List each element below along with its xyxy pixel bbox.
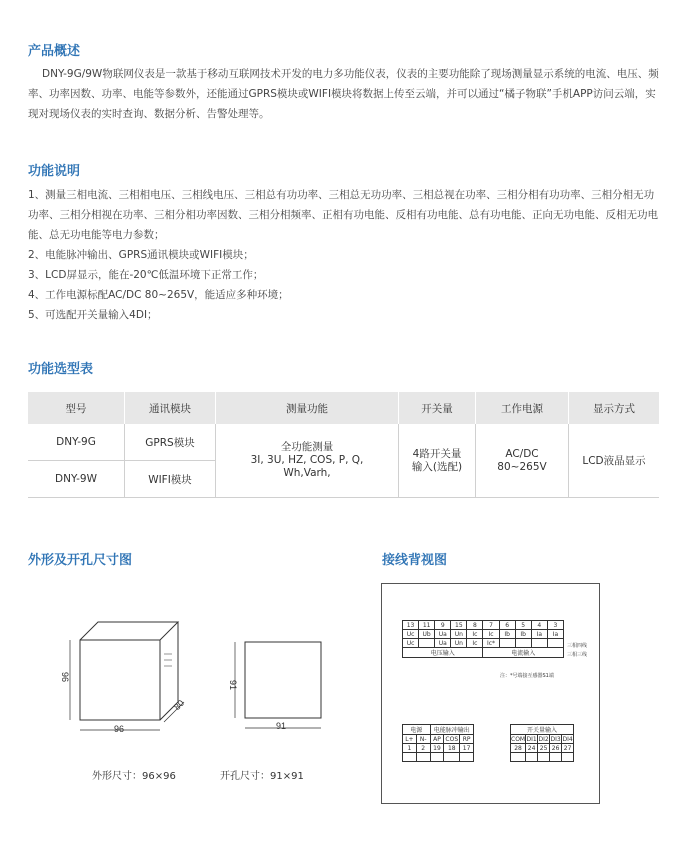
function-item-4: 4、工作电源标配AC/DC 80~265V，能适应多种环境； (28, 289, 289, 301)
ct-note: 注：*号端接互感器S1端 (500, 673, 554, 679)
terminal-signal (499, 639, 515, 648)
terminal-number: 9 (435, 621, 451, 630)
terminal-block-switch (510, 724, 574, 762)
function-item-1: 1、测量三相电流、三相相电压、三相线电压、三相总有功功率、三相总无功功率、三相总视在功率、三相分相有功功率、三相分相无功功率、三相分相视在功率、三相分相功率因数、三相分相频率、正相有功电能、反相有功电能、总有功电能、正向无功电能、反相无功电能、总无功电能等电力参数； (28, 189, 658, 241)
cutout-square (245, 642, 321, 718)
terminal-signal: L+ (403, 735, 417, 744)
power-label: 电源 (403, 725, 431, 735)
terminal-number: 19 (430, 744, 444, 753)
power-line-2: 80~265V (497, 460, 547, 473)
terminal-signal: Uc (403, 630, 419, 639)
terminal-signal: Ic (467, 639, 483, 648)
terminal-signal: DI4 (562, 735, 573, 743)
overview-paragraph: DNY-9G/9W物联网仪表是一款基于移动互联网技术开发的电力多功能仪表，仪表的主要功能除了现场测量显示系统的电流、电压、频率、功率因数、功率、电能等参数外，还能通过GPRS模块或WIFI模块将数据上传至云端，并可以通过“橘子物联”手机APP访问云端，实现对现场仪表的实时查询、数据分析、告警处理等。 (28, 68, 659, 120)
terminal-signal: Ic (467, 630, 483, 639)
side-note-4wire: 三相四线 (567, 643, 588, 649)
functions-list (28, 185, 662, 325)
depth-top (80, 622, 178, 640)
function-item-3: 3、LCD屏显示，能在-20℃低温环境下正常工作； (28, 269, 264, 281)
header-measure: 测量功能 (216, 392, 399, 424)
cell-model: DNY-9G (28, 424, 125, 461)
terminal-signal (419, 639, 435, 648)
selection-table (28, 392, 659, 498)
pulse-label: 电能脉冲输出 (430, 725, 473, 735)
cell-display: LCD液晶显示 (569, 424, 660, 498)
overview-title: 产品概述 (28, 44, 81, 59)
measure-line-2: 3I, 3U, HZ, COS, P, Q, (250, 454, 364, 466)
terminal-signal: Ib (515, 630, 531, 639)
rear-view-panel (381, 583, 600, 804)
terminal-signal: Ua (435, 630, 451, 639)
header-switch: 开关量 (399, 392, 476, 424)
cell-comm: GPRS模块 (125, 424, 216, 461)
front-width-label: 96 (114, 724, 125, 734)
functions-title: 功能说明 (28, 164, 81, 179)
terminal-number: 17 (460, 744, 474, 753)
terminal-number: 11 (419, 621, 435, 630)
cutout-height-label: 91 (228, 679, 239, 691)
terminal-signal: AP (430, 735, 444, 744)
front-height-label: 96 (60, 671, 71, 683)
function-item-2: 2、电能脉冲输出、GPRS通讯模块或WIFI模块； (28, 249, 254, 261)
measure-line-1: 全功能测量 (280, 441, 334, 453)
terminal-signal: DI2 (538, 735, 549, 743)
terminal-signal: COS (445, 735, 459, 743)
terminal-block-power (402, 724, 474, 762)
terminal-signal: Un (451, 630, 467, 639)
cell-switch (399, 424, 476, 498)
terminal-signal: Ua (435, 639, 451, 648)
current-input-label: 电流输入 (483, 648, 564, 658)
terminal-signal: Ic (483, 630, 499, 639)
cutout-width-label: 91 (276, 721, 287, 731)
terminal-signal: Ic* (483, 639, 499, 648)
header-display: 显示方式 (569, 392, 660, 424)
side-note-3wire: 三相三线 (567, 652, 588, 658)
terminal-number: 25 (538, 744, 550, 753)
terminal-number: 24 (526, 744, 538, 753)
terminal-signal: DI3 (550, 735, 561, 743)
header-model: 型号 (28, 392, 125, 424)
terminal-number: 7 (483, 621, 499, 630)
terminal-signal (531, 639, 547, 648)
terminal-number: 3 (547, 621, 563, 630)
wiring-title: 接线背视图 (382, 553, 448, 568)
overview-text (28, 64, 662, 124)
terminal-number: 6 (499, 621, 515, 630)
terminal-signal: Ib (499, 630, 515, 639)
measure-line-3: Wh,Varh, (283, 467, 331, 479)
terminal-signal: Ia (547, 630, 563, 639)
cell-power (476, 424, 569, 498)
table-header-row (28, 392, 659, 424)
terminal-signal: Un (451, 639, 467, 648)
cutout-caption: 开孔尺寸：91×91 (220, 771, 304, 782)
terminal-signal (515, 639, 531, 648)
terminal-signal: DI1 (526, 735, 537, 743)
depth-label: 80 (171, 697, 187, 713)
terminal-number: 5 (515, 621, 531, 630)
header-power: 工作电源 (476, 392, 569, 424)
terminal-signal: Uc (403, 639, 419, 648)
switch-line-1: 4路开关量 (412, 447, 462, 460)
terminal-number: 1 (403, 744, 417, 753)
outline-drawing (60, 610, 200, 740)
voltage-input-label: 电压输入 (403, 648, 483, 658)
terminal-number: 13 (403, 621, 419, 630)
outline-caption: 外形尺寸：96×96 (92, 771, 176, 782)
terminal-number: 28 (511, 744, 526, 753)
terminal-number: 2 (416, 744, 430, 753)
terminal-number: 26 (550, 744, 562, 753)
terminal-signal: RP (460, 735, 474, 744)
function-item-5: 5、可选配开关量输入4DI； (28, 309, 158, 321)
terminal-signal: Ub (419, 630, 435, 639)
terminal-signal: Ia (531, 630, 547, 639)
terminal-number: 18 (444, 744, 460, 753)
cell-comm: WIFI模块 (125, 461, 216, 498)
table-row (28, 424, 659, 461)
terminal-number: 8 (467, 621, 483, 630)
power-line-1: AC/DC (505, 447, 539, 460)
terminal-block-top (402, 620, 564, 658)
terminal-signal (547, 639, 563, 648)
dimensions-title: 外形及开孔尺寸图 (28, 553, 133, 568)
switch-input-label: 开关量输入 (511, 725, 574, 735)
selection-title: 功能选型表 (28, 362, 94, 377)
terminal-number: 4 (531, 621, 547, 630)
cell-model: DNY-9W (28, 461, 125, 498)
switch-line-2: 输入(选配) (411, 460, 463, 473)
front-face (80, 640, 160, 720)
cell-measure (216, 424, 399, 498)
terminal-signal: N- (416, 735, 430, 744)
terminal-signal: COM (511, 735, 526, 743)
header-comm: 通讯模块 (125, 392, 216, 424)
terminal-number: 27 (562, 744, 574, 753)
terminal-number: 15 (451, 621, 467, 630)
